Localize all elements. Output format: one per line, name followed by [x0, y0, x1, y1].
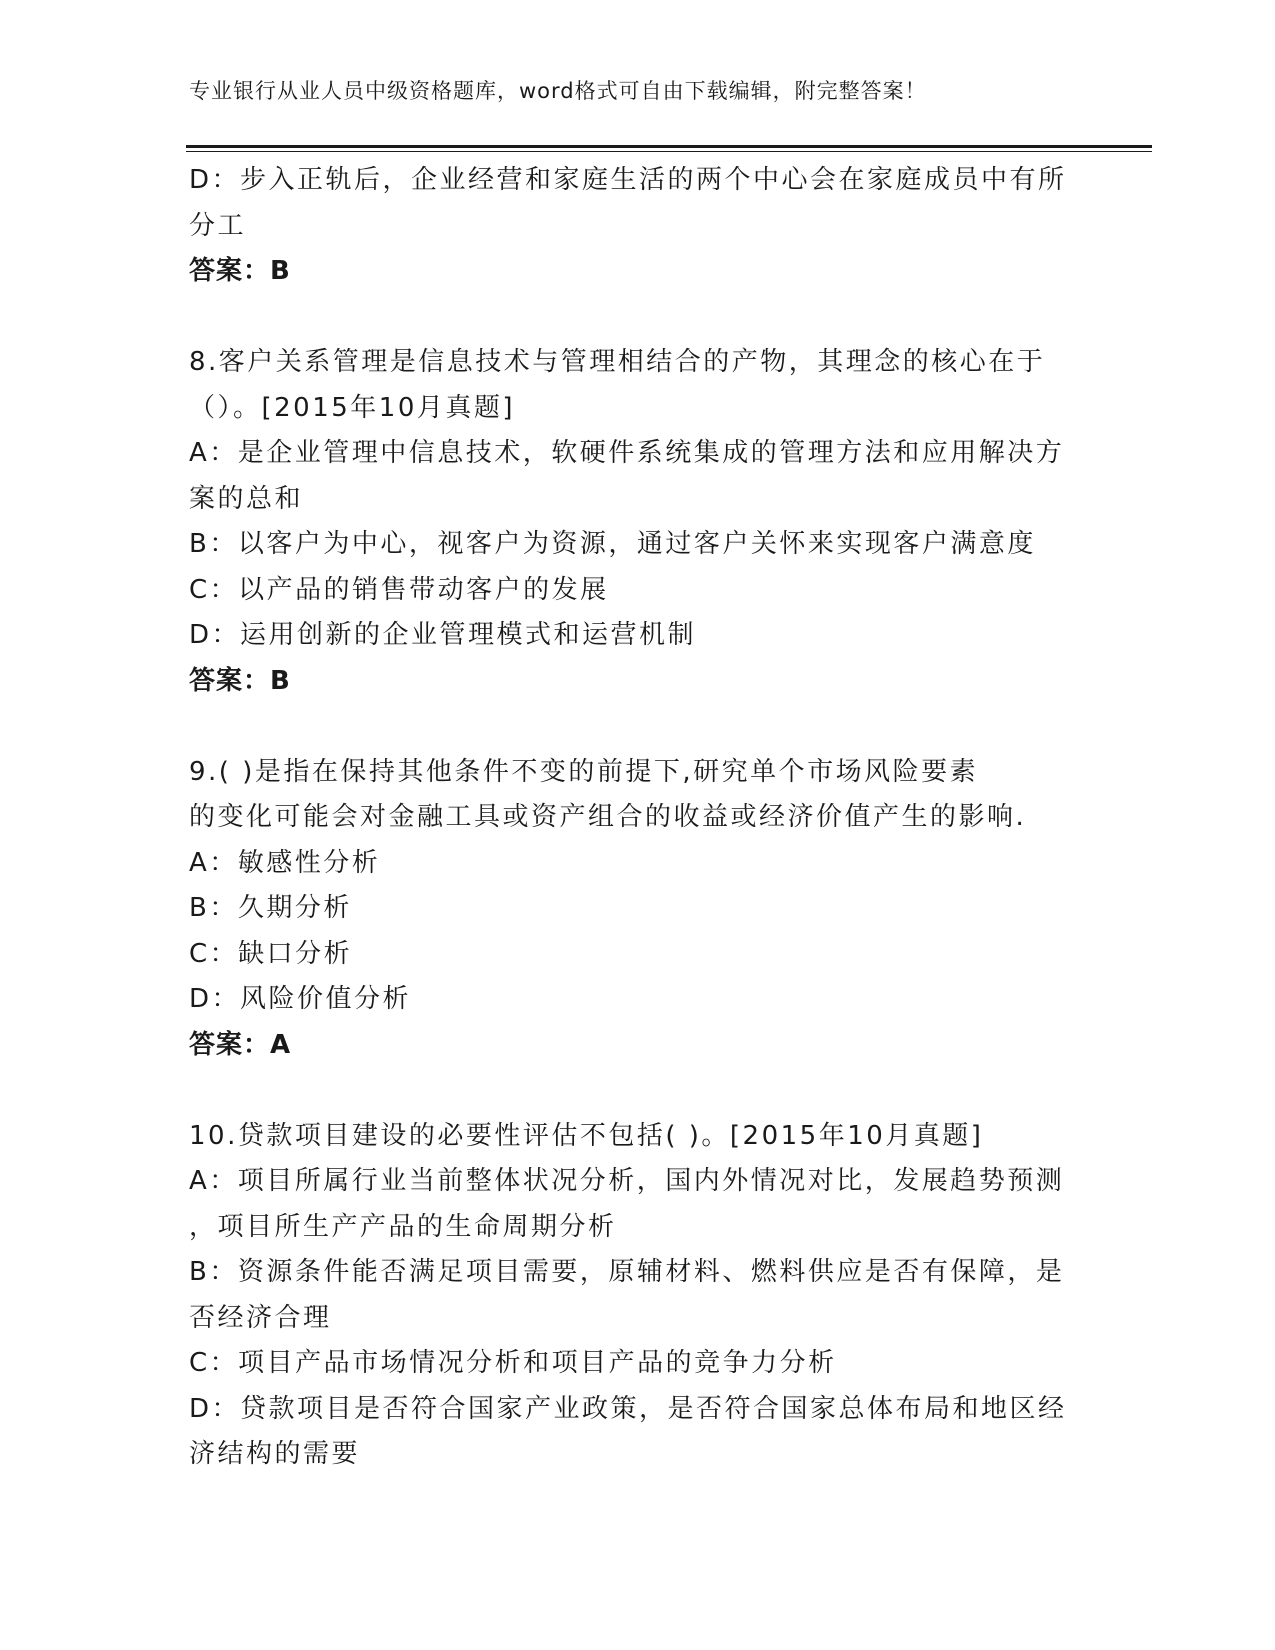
question-line: A：是企业管理中信息技术，软硬件系统集成的管理方法和应用解决方: [189, 438, 1065, 468]
page-header: 专业银行从业人员中级资格题库，word格式可自由下载编辑，附完整答案！: [189, 79, 927, 103]
question-line: 否经济合理: [189, 1302, 332, 1333]
question-line: D：运用创新的企业管理模式和运营机制: [189, 620, 697, 650]
question-line: B：资源条件能否满足项目需要，原辅材料、燃料供应是否有保障，是: [189, 1257, 1065, 1287]
question-line: A：敏感性分析: [189, 847, 381, 878]
question-line: 10.贷款项目建设的必要性评估不包括( )。[2015年10月真题]: [189, 1120, 984, 1151]
question-line: B：久期分析: [189, 893, 352, 923]
question-line: （）。[2015年10月真题]: [189, 392, 516, 423]
question-line: D：风险价值分析: [189, 984, 412, 1014]
question-line: ，项目所生产产品的生命周期分析: [189, 1211, 617, 1242]
question-spacer: [189, 1068, 1089, 1114]
question-line: 分工: [189, 210, 247, 241]
question-block: [189, 750, 1089, 1069]
answer-line: 答案：B: [189, 665, 291, 696]
question-line: C：缺口分析: [189, 938, 353, 969]
header-rule-thin: [186, 151, 1152, 152]
question-line: 案的总和: [189, 483, 304, 514]
question-line: C：以产品的销售带动客户的发展: [189, 574, 609, 605]
question-line: A：项目所属行业当前整体状况分析，国内外情况对比，发展趋势预测: [189, 1166, 1065, 1196]
question-block: [189, 1114, 1089, 1478]
question-block: [189, 158, 1089, 295]
answer-line: 答案：B: [189, 256, 291, 286]
question-line: D：步入正轨后，企业经营和家庭生活的两个中心会在家庭成员中有所: [189, 165, 1067, 195]
question-line: 8.客户关系管理是信息技术与管理相结合的产物，其理念的核心在于: [189, 347, 1046, 377]
question-content: [189, 158, 1089, 1478]
answer-line: 答案：A: [189, 1029, 292, 1060]
header-rule-thick: [186, 145, 1152, 148]
question-line: 的变化可能会对金融工具或资产组合的收益或经济价值产生的影响.: [189, 802, 1027, 832]
question-block: [189, 340, 1089, 704]
question-line: B：以客户为中心，视客户为资源，通过客户关怀来实现客户满意度: [189, 529, 1036, 559]
question-line: D：贷款项目是否符合国家产业政策，是否符合国家总体布局和地区经: [189, 1393, 1067, 1424]
question-spacer: [189, 295, 1089, 341]
question-line: 9.( )是指在保持其他条件不变的前提下,研究单个市场风险要素: [189, 756, 979, 787]
question-spacer: [189, 704, 1089, 750]
question-line: C：项目产品市场情况分析和项目产品的竞争力分析: [189, 1348, 837, 1378]
question-line: 济结构的需要: [189, 1439, 361, 1469]
